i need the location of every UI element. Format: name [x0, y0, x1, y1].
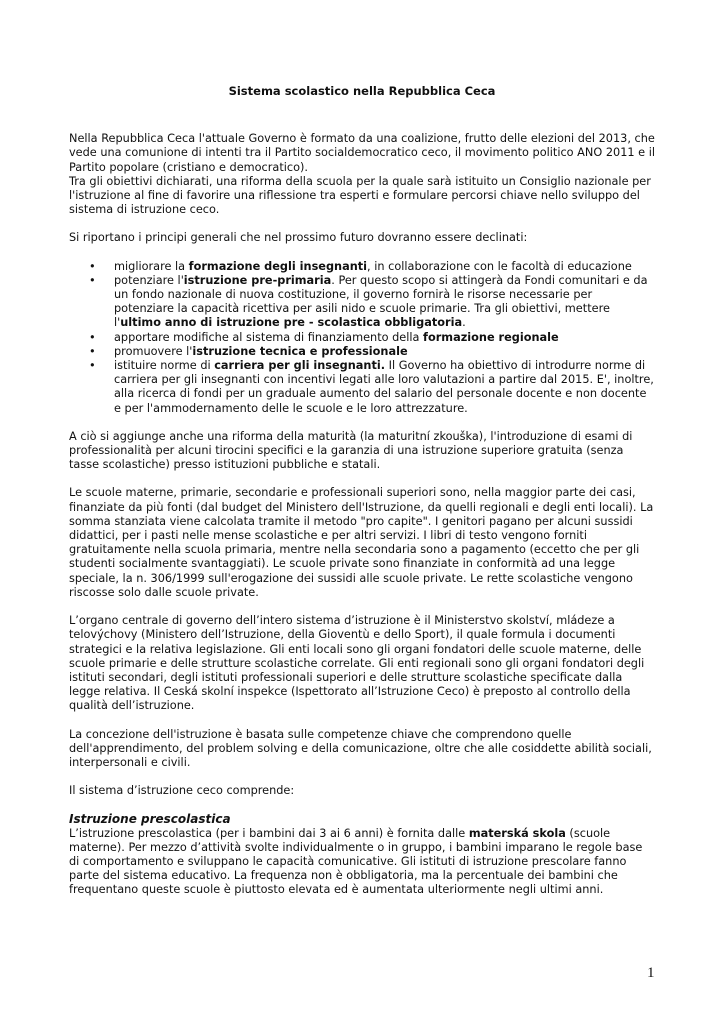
list-item-text: .: [462, 316, 466, 330]
paragraph-funding: Le scuole materne, primarie, secondarie e professionali superiori sono, nella maggior parte dei casi, finanziate da più fonti (dal budget del Ministero dell'Istruzione, da quelli regionali e degli enti locali). La somma stanziata viene calcolata tramite il metodo "pro capite". I genitori pagano per alcuni sussidi didattici, per i pasti nelle mense scolastiche e per altri servizi. I libri di testo vengono forniti gratuitamente nella scuola primaria, mentre nella secondaria sono a pagamento (eccetto che per gli studenti socialmente svantaggiati). Le scuole private sono finanziate in conformità ad una legge speciale, la n. 306/1999 sull'erogazione dei sussidi alle scuole private. Le rette scolastiche vengono riscosse solo dalle scuole private.: [69, 486, 654, 599]
bullet-icon: •: [89, 273, 96, 287]
list-item-text: apportare modifiche al sistema di finanziamento della: [114, 330, 424, 344]
list-item-text: potenziare l': [114, 273, 184, 287]
document-title: Sistema scolastico nella Repubblica Ceca: [228, 84, 496, 98]
bullet-icon: •: [89, 359, 96, 373]
paragraph-system-intro: Il sistema d’istruzione ceco comprende:: [69, 784, 295, 798]
list-item-text: migliorare la: [114, 259, 189, 273]
list-item-text: istituire norme di: [114, 359, 215, 373]
bullet-icon: •: [89, 330, 96, 344]
list-item-emphasis: carriera per gli insegnanti.: [214, 359, 386, 373]
document-page: [69, 84, 655, 912]
list-item: [69, 274, 655, 331]
list-item: [69, 260, 655, 274]
bullet-icon: •: [89, 344, 96, 358]
preschool-emphasis: materská skola: [468, 826, 566, 840]
list-item-emphasis: istruzione pre-primaria: [183, 273, 332, 287]
list-item: [69, 359, 655, 416]
paragraph-maturita: A ciò si aggiunge anche una riforma della maturità (la maturitní zkouška), l'introduzione di esami di professionalità per alcuni tirocini specifici e la garanzia di una istruzione superiore gratuita (senza tasse scolastiche) presso istituzioni pubbliche e statali.: [69, 429, 633, 472]
list-item-emphasis: formazione regionale: [423, 330, 559, 344]
list-item: [69, 331, 655, 345]
bullet-icon: •: [89, 259, 96, 273]
list-item-emphasis: ultimo anno di istruzione pre - scolastica obbligatoria: [120, 316, 463, 330]
preschool-text: L’istruzione prescolastica (per i bambini dai 3 ai 6 anni) è fornita dalle: [69, 826, 469, 840]
paragraph-central-organ: L’organo centrale di governo dell’intero sistema d’istruzione è il Ministerstvo skolství, mládeze a telovýchovy (Ministero dell’Istruzione, della Gioventù e dello Sport), il quale formula i documenti strategici e la relativa legislazione. Gli enti locali sono gli organi fondatori delle scuole materne, delle scuole primarie e delle strutture scolastiche correlate. Gli enti regionali sono gli organi fondatori degli istituti secondari, degli istituti professionali superiori e delle strutture scolastiche specificate dalla legge relativa. Il Ceská skolní inspekce (Ispettorato all’Istruzione Ceco) è preposto al controllo della qualità dell’istruzione.: [69, 614, 645, 713]
preschool-text: (scuole materne). Per mezzo d’attività svolte individualmente o in gruppo, i bambini imparano le regole base di comportamento e sviluppano le capacità comunicative. Gli istituti di istruzione prescolare fanno parte del sistema educativo. La frequenza non è obbligatoria, ma la percentuale dei bambini che frequentano queste scuole è piuttosto elevata ed è aumentata ulteriormente negli ultimi anni.: [69, 826, 643, 897]
list-item-text: promuovere l': [114, 344, 193, 358]
intro-paragraph: [69, 132, 655, 217]
paragraph-competences: La concezione dell'istruzione è basata sulle competenze chiave che comprendono quelle dell'apprendimento, del problem solving e della comunicazione, oltre che alle cosiddette abilità sociali, interpersonali e civili.: [69, 727, 652, 769]
paragraph-preschool: [69, 827, 655, 898]
list-item-text: , in collaborazione con le facoltà di educazione: [367, 259, 632, 273]
intro-text-reform: Tra gli obiettivi dichiarati, una riforma della scuola per la quale sarà istituito un Consiglio nazionale per l'istruzione al fine di favorire una riflessione tra esperti e formulare percorsi chiave nello sviluppo del sistema di istruzione ceco.: [69, 174, 651, 217]
list-item: [69, 345, 655, 359]
list-item-text: Il Governo ha obiettivo di introdurre norme di carriera per gli insegnanti con incentivi legati alle loro valutazioni a partire dal 2015. E', inoltre, alla ricerca di fondi per un graduale aumento del salario del personale docente e non docente e per l'ammodernamento delle le scuole e le loro attrezzature.: [114, 359, 654, 415]
intro-text-coalition: Nella Repubblica Ceca l'attuale Governo è formato da una coalizione, frutto delle elezioni del 2013, che vede una comunione di intenti tra il Partito socialdemocratico ceco, il movimento politico ANO 2011 e il Partito popolare (cristiano e democratico).: [69, 132, 655, 174]
page-number: 1: [647, 965, 655, 981]
list-item-text: . Per questo scopo si attingerà da Fondi comunitari e da un fondo nazionale di nuova costituzione, il governo fornirà le risorse necessarie per potenziare la capacità ricettiva per asili nido e scuole primarie. Tra gli obiettivi, mettere l': [114, 273, 648, 330]
principles-intro: Si riportano i principi generali che nel prossimo futuro dovranno essere declinati:: [69, 231, 528, 245]
list-item-emphasis: istruzione tecnica e professionale: [192, 344, 408, 358]
list-item-emphasis: formazione degli insegnanti: [188, 259, 368, 273]
principles-list: [69, 260, 655, 416]
section-heading-preschool: Istruzione prescolastica: [69, 812, 231, 827]
